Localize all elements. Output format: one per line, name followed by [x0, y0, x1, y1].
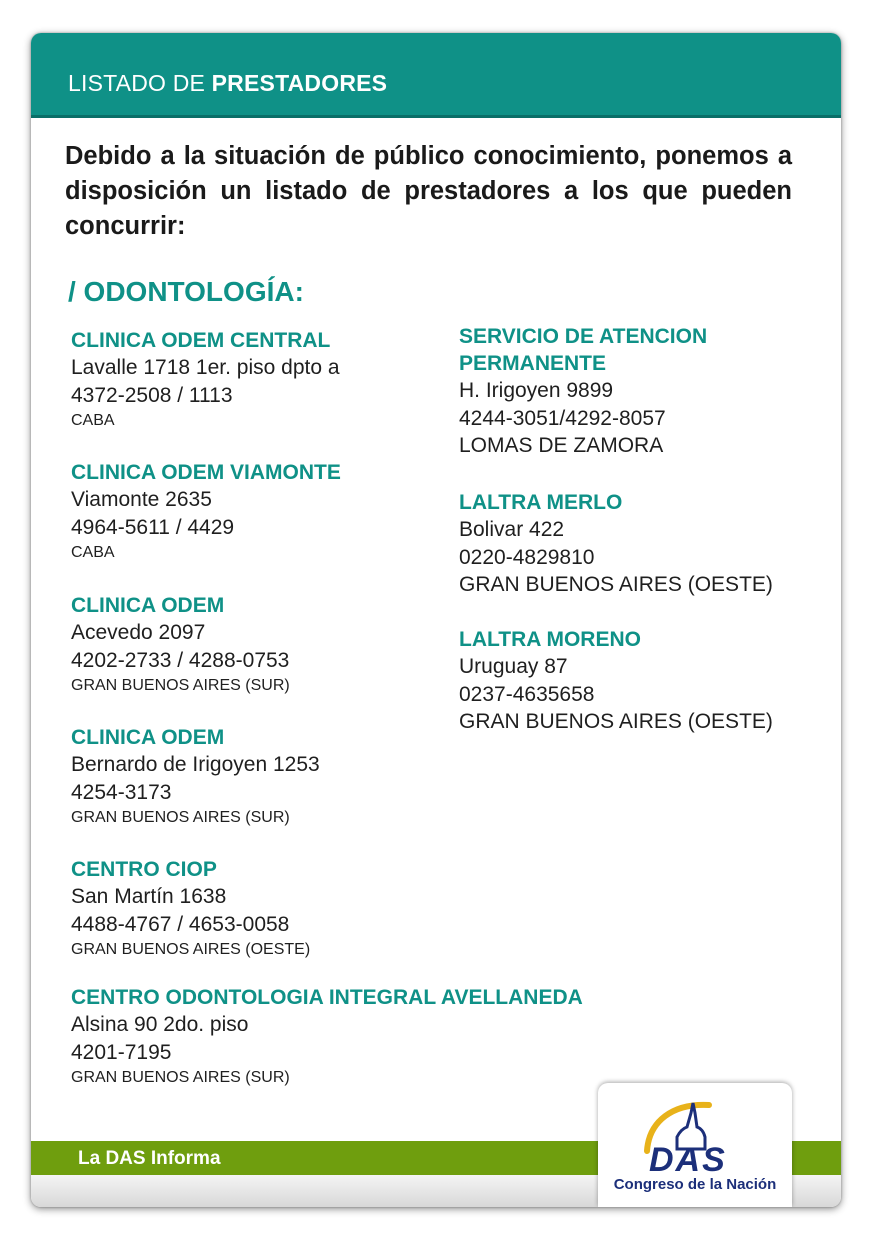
logo-caption: Congreso de la Nación: [613, 1176, 777, 1193]
provider-phone: 4488-4767 / 4653-0058: [71, 912, 290, 936]
provider-entry: [71, 459, 461, 565]
provider-phone: 4202-2733 / 4288-0753: [71, 648, 290, 672]
provider-address: Viamonte 2635: [71, 488, 212, 511]
provider-phone: 0237-4635658: [459, 682, 595, 706]
section-title: / ODONTOLOGÍA:: [68, 276, 304, 307]
provider-entry: [71, 984, 671, 1090]
info-card: [31, 33, 841, 1207]
provider-entry: [459, 489, 841, 599]
footer-label: La DAS Informa: [78, 1148, 221, 1169]
provider-address: Uruguay 87: [459, 655, 568, 678]
provider-address: Alsina 90 2do. piso: [71, 1013, 249, 1036]
provider-address: Bernardo de Irigoyen 1253: [71, 753, 320, 776]
header-title: [68, 70, 387, 97]
provider-entry: [71, 724, 461, 830]
provider-name: CLINICA ODEM: [71, 594, 225, 617]
provider-name: CENTRO CIOP: [71, 858, 217, 881]
header-title-light: LISTADO DE: [68, 70, 212, 96]
provider-area: GRAN BUENOS AIRES (OESTE): [459, 573, 773, 596]
provider-area: GRAN BUENOS AIRES (OESTE): [71, 941, 311, 958]
provider-area: CABA: [71, 544, 115, 561]
provider-area: CABA: [71, 412, 115, 429]
provider-name: LALTRA MORENO: [459, 628, 641, 651]
provider-name: CENTRO ODONTOLOGIA INTEGRAL AVELLANEDA: [71, 986, 583, 1009]
provider-entry: [71, 327, 461, 433]
das-logo-icon: [633, 1093, 757, 1173]
logo-text: DAS: [649, 1141, 727, 1173]
provider-phone: 4244-3051/4292-8057: [459, 406, 666, 430]
provider-name: LALTRA MERLO: [459, 491, 623, 514]
intro-text: Debido a la situación de público conocimiento, ponemos a disposición un listado de prestadores a los que pueden concurrir:: [65, 142, 792, 240]
provider-phone: 4964-5611 / 4429: [71, 515, 235, 539]
header-bar: [31, 33, 841, 118]
provider-name: CLINICA ODEM CENTRAL: [71, 329, 331, 352]
provider-address: Acevedo 2097: [71, 621, 206, 644]
provider-address: San Martín 1638: [71, 885, 227, 908]
provider-phone: 4254-3173: [71, 780, 172, 804]
provider-name: CLINICA ODEM: [71, 726, 225, 749]
provider-phone: 4201-7195: [71, 1040, 172, 1064]
provider-entry: [459, 626, 841, 736]
provider-entry: [71, 856, 461, 962]
provider-area: GRAN BUENOS AIRES (SUR): [71, 677, 290, 694]
provider-name: CLINICA ODEM VIAMONTE: [71, 461, 341, 484]
provider-entry: [459, 323, 841, 460]
provider-name-line2: PERMANENTE: [459, 352, 607, 375]
provider-phone: 4372-2508 / 1113: [71, 383, 233, 407]
provider-address: H. Irigoyen 9899: [459, 379, 614, 402]
provider-phone: 0220-4829810: [459, 545, 595, 569]
provider-address: Bolivar 422: [459, 518, 565, 541]
provider-area: LOMAS DE ZAMORA: [459, 434, 664, 457]
provider-entry: [71, 592, 461, 698]
provider-area: GRAN BUENOS AIRES (SUR): [71, 809, 290, 826]
provider-area: GRAN BUENOS AIRES (SUR): [71, 1069, 290, 1086]
das-logo: [598, 1083, 792, 1207]
provider-name-line1: SERVICIO DE ATENCION: [459, 325, 708, 348]
header-title-bold: PRESTADORES: [211, 70, 388, 96]
provider-address: Lavalle 1718 1er. piso dpto a: [71, 356, 340, 379]
provider-area: GRAN BUENOS AIRES (OESTE): [459, 710, 773, 733]
